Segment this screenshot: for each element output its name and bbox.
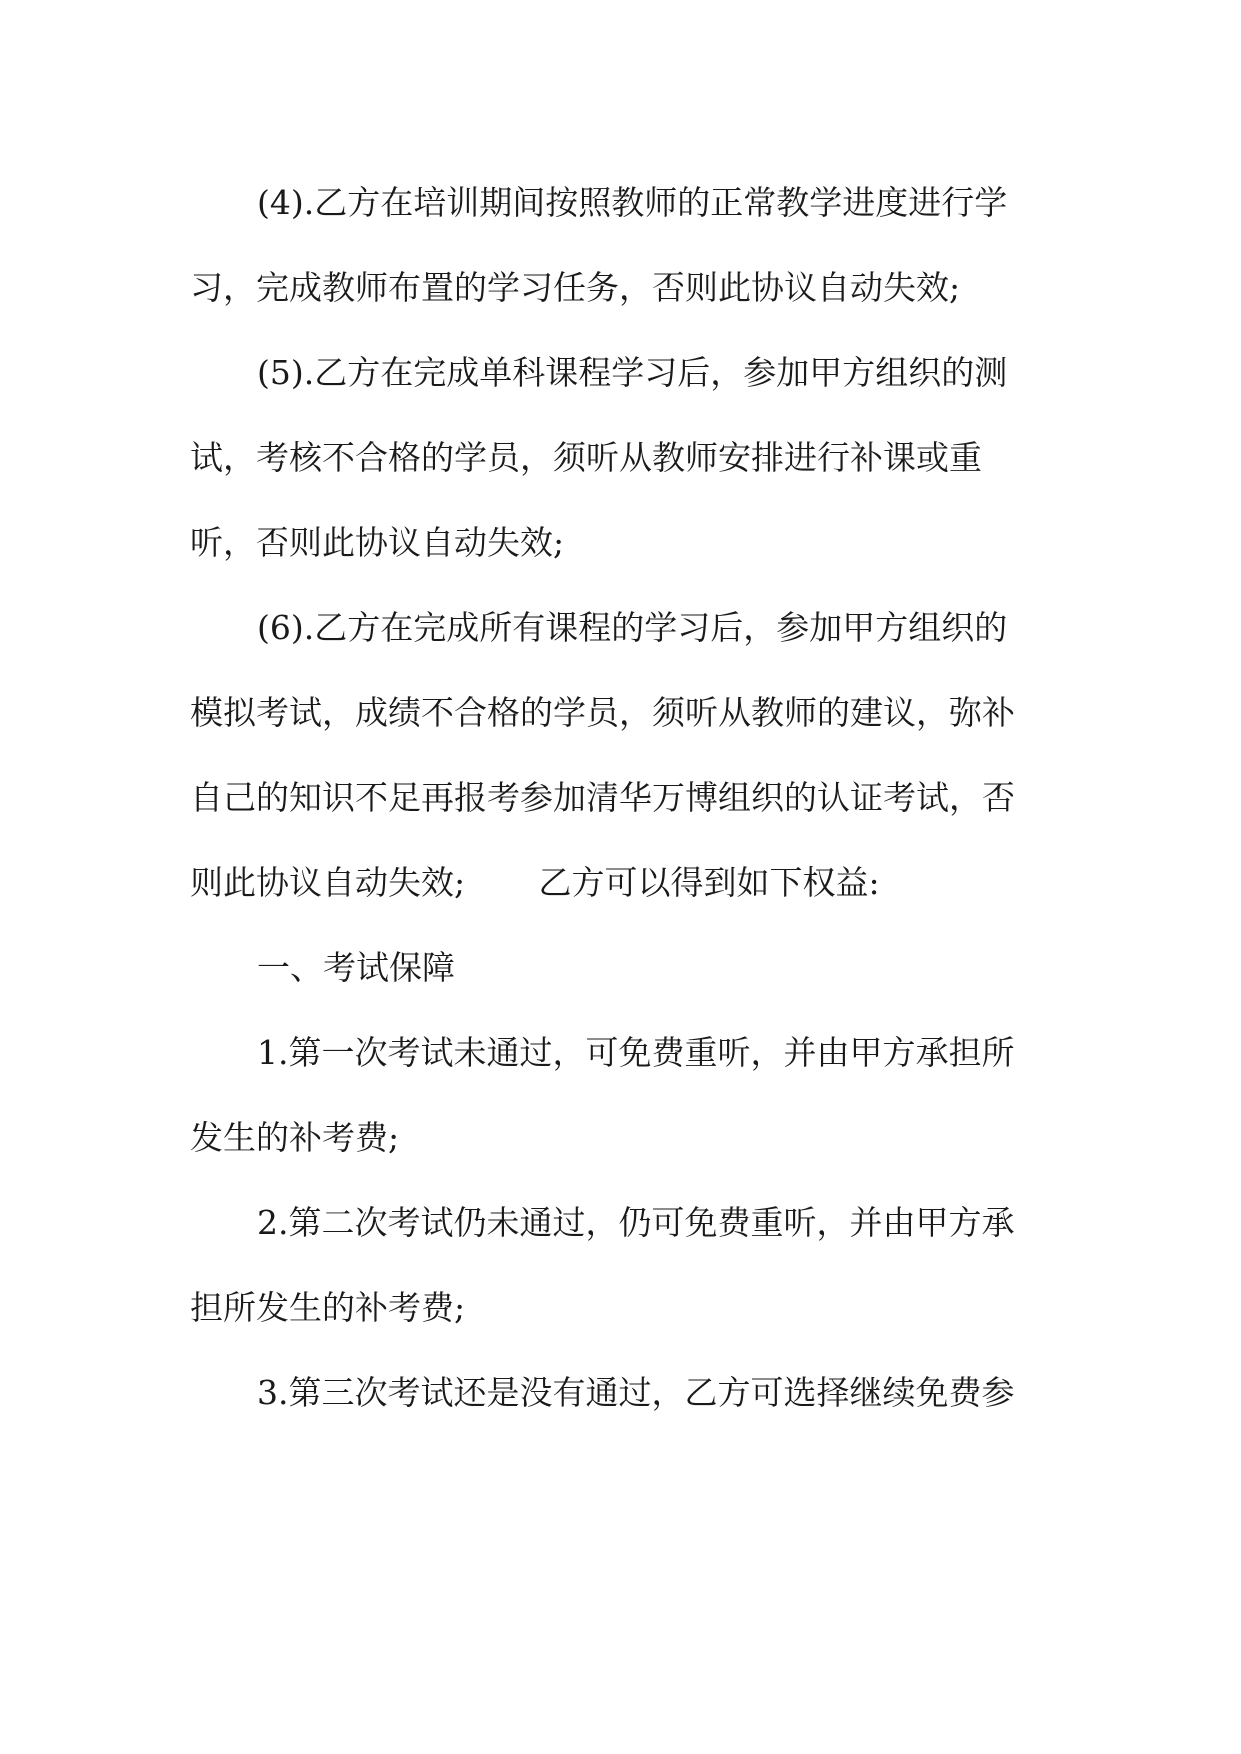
section-heading: 一、考试保障 xyxy=(257,948,455,987)
paragraph-line: 模拟考试，成绩不合格的学员，须听从教师的建议，弥补 xyxy=(190,693,1015,732)
paragraph-line: 习，完成教师布置的学习任务，否则此协议自动失效; xyxy=(190,268,961,307)
paragraph-line: 2.第二次考试仍未通过，仍可免费重听，并由甲方承 xyxy=(257,1203,1015,1242)
paragraph-line: 担所发生的补考费; xyxy=(190,1288,466,1327)
paragraph-line: 则此协议自动失效; 乙方可以得到如下权益: xyxy=(190,863,880,902)
paragraph-line: (6).乙方在完成所有课程的学习后，参加甲方组织的 xyxy=(257,608,1008,647)
paragraph-line: (4).乙方在培训期间按照教师的正常教学进度进行学 xyxy=(257,183,1008,222)
paragraph-line: (5).乙方在完成单科课程学习后，参加甲方组织的测 xyxy=(257,353,1008,392)
paragraph-line: 自己的知识不足再报考参加清华万博组织的认证考试，否 xyxy=(190,778,1015,817)
paragraph-line: 听，否则此协议自动失效; xyxy=(190,523,565,562)
paragraph-line: 1.第一次考试未通过，可免费重听，并由甲方承担所 xyxy=(257,1033,1015,1072)
paragraph-line: 发生的补考费; xyxy=(190,1118,400,1157)
paragraph-line: 3.第三次考试还是没有通过，乙方可选择继续免费参 xyxy=(257,1373,1015,1412)
paragraph-line: 试，考核不合格的学员，须听从教师安排进行补课或重 xyxy=(190,438,982,477)
